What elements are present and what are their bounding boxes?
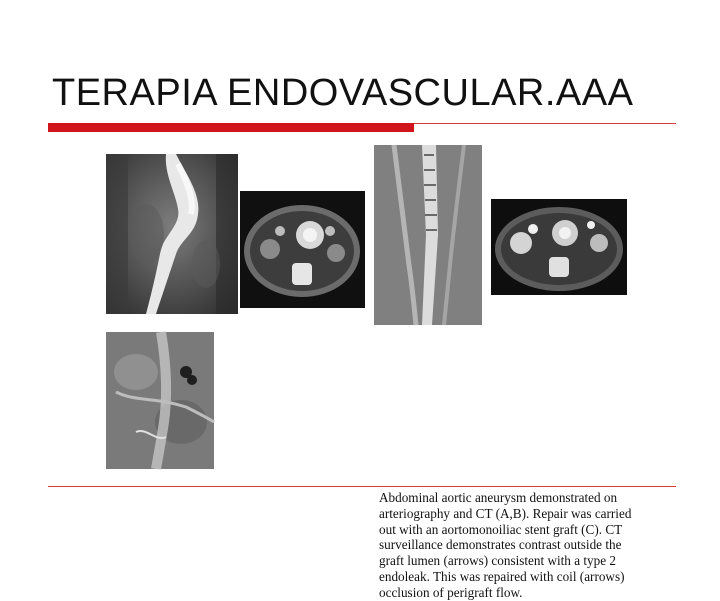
coil-embolization-radiograph-image xyxy=(106,332,214,469)
caption-line: occlusion of perigraft flow. xyxy=(379,584,523,600)
ct-contrast-scan-image xyxy=(491,199,627,295)
caption-line: out with an aortomonoiliac stent graft (C). CT xyxy=(379,521,623,537)
caption-line: arteriography and CT (A,B). Repair was carried xyxy=(379,505,632,521)
footer-rule-line xyxy=(48,486,676,487)
medical-figure xyxy=(103,145,632,600)
ct-axial-scan-image xyxy=(240,191,365,308)
slide-title: TERAPIA ENDOVASCULAR.AAA xyxy=(52,72,634,114)
arteriography-image xyxy=(106,154,238,314)
caption-line: surveillance demonstrates contrast outside the xyxy=(379,537,622,553)
caption-line: Abdominal aortic aneurysm demonstrated on xyxy=(379,490,618,505)
caption-line: endoleak. This was repaired with coil (arrows) xyxy=(379,568,625,584)
title-accent-bar xyxy=(48,123,414,132)
figure-caption xyxy=(379,490,679,601)
stent-graft-radiograph-image xyxy=(374,145,482,325)
caption-line: graft lumen (arrows) consistent with a type 2 xyxy=(379,553,616,569)
